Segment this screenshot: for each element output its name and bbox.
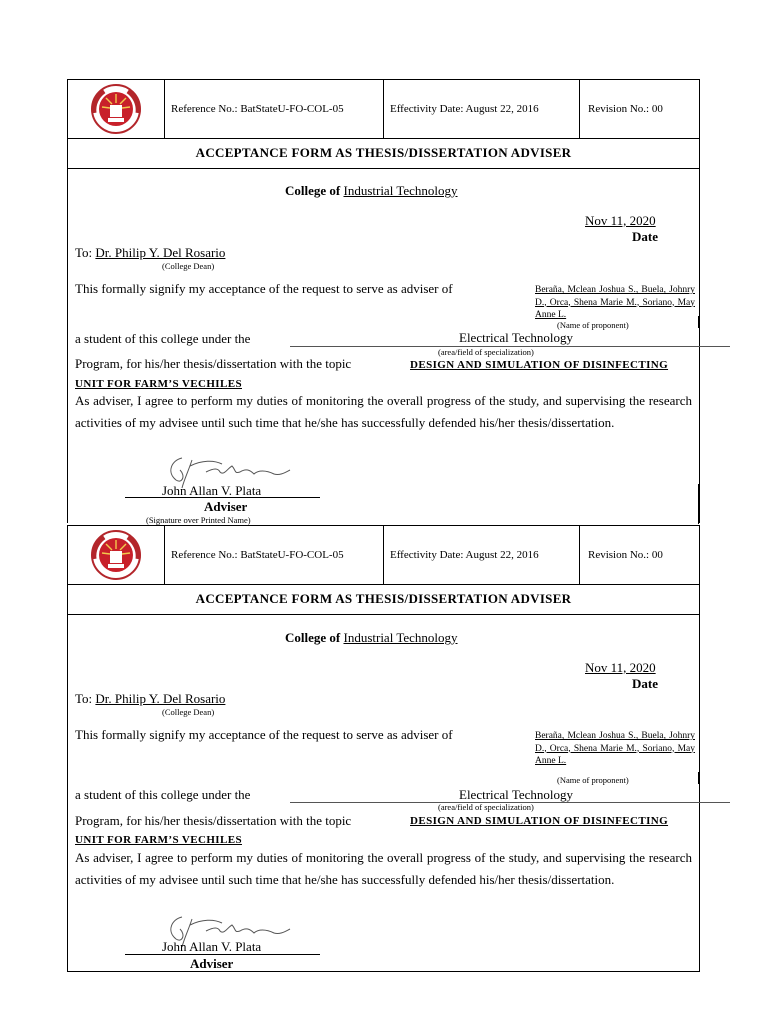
topic-line-2: UNIT FOR FARM’S VECHILES (75, 378, 242, 390)
signature-line (125, 954, 320, 955)
field-value: Electrical Technology (459, 787, 573, 802)
adviser-label: Adviser (204, 499, 248, 514)
field-value: Electrical Technology (459, 330, 573, 345)
college-line (285, 183, 458, 199)
topic-line-2: UNIT FOR FARM’S VECHILES (75, 834, 242, 846)
to-prefix: To: (75, 245, 96, 260)
effectivity-date: Effectivity Date: August 22, 2016 (384, 80, 580, 138)
program-text: Program, for his/her thesis/dissertation with the topic (75, 813, 352, 828)
college-prefix: College of (285, 183, 344, 198)
acceptance-text: This formally signify my acceptance of the request to serve as adviser of (75, 727, 453, 742)
proponent-caption: (Name of proponent) (557, 320, 629, 330)
college-name: Industrial Technology (343, 183, 458, 198)
form-title: ACCEPTANCE FORM AS THESIS/DISSERTATION ADVISER (68, 138, 699, 169)
dean-caption: (College Dean) (162, 261, 215, 271)
adviser-name: John Allan V. Plata (162, 483, 262, 498)
date-value: Nov 11, 2020 (585, 660, 656, 675)
acceptance-form-2 (67, 525, 700, 972)
field-caption: (area/field of specialization) (438, 802, 534, 812)
duty-paragraph: As adviser, I agree to perform my duties of monitoring the overall progress of the study, and supervising the research activities of my advisee until such time that he/she has successfully defended his/her thesis/dissertation. (75, 850, 692, 887)
margin-marker (698, 316, 699, 328)
signature-caption: (Signature over Printed Name) (146, 515, 251, 525)
topic-line-1: DESIGN AND SIMULATION OF DISINFECTING (410, 815, 669, 827)
dean-caption: (College Dean) (162, 707, 215, 717)
university-logo-cell (68, 80, 165, 138)
duty-paragraph: As adviser, I agree to perform my duties of monitoring the overall progress of the study, and supervising the research activities of my advisee until such time that he/she has successfully defended his/her thesis/dissertation. (75, 393, 692, 430)
program-text: Program, for his/her thesis/dissertation with the topic (75, 356, 352, 371)
proponent-caption: (Name of proponent) (557, 775, 629, 785)
form-header (68, 80, 699, 139)
to-line (75, 691, 225, 707)
date-value: Nov 11, 2020 (585, 213, 656, 228)
university-logo-cell (68, 526, 165, 584)
margin-marker (698, 772, 699, 784)
revision-number: Revision No.: 00 (588, 549, 663, 561)
right-margin-bar (698, 484, 699, 524)
university-seal-icon (84, 529, 148, 581)
university-seal-icon (84, 83, 148, 135)
revision-number: Revision No.: 00 (588, 103, 663, 115)
student-text: a student of this college under the (75, 331, 251, 346)
signature-line (125, 497, 320, 498)
dean-name: Dr. Philip Y. Del Rosario (95, 245, 226, 260)
college-prefix: College of (285, 630, 344, 645)
program-line (75, 813, 351, 829)
reference-number: Reference No.: BatStateU-FO-COL-05 (164, 80, 384, 138)
to-line (75, 245, 225, 261)
college-line (285, 630, 458, 646)
to-prefix: To: (75, 691, 96, 706)
reference-number: Reference No.: BatStateU-FO-COL-05 (164, 526, 384, 584)
dean-name: Dr. Philip Y. Del Rosario (95, 691, 226, 706)
topic-line-1: DESIGN AND SIMULATION OF DISINFECTING (410, 359, 669, 371)
adviser-label: Adviser (190, 956, 234, 971)
student-text: a student of this college under the (75, 787, 251, 802)
effectivity-date: Effectivity Date: August 22, 2016 (384, 526, 580, 584)
program-line (75, 356, 351, 372)
form-header (68, 526, 699, 585)
proponent-names: Beraña, Mclean Joshua S., Buela, Johnry D., Orca, Shena Marie M., Soriano, May Anne L. (535, 731, 695, 766)
form-title: ACCEPTANCE FORM AS THESIS/DISSERTATION ADVISER (68, 584, 699, 615)
proponent-names: Beraña, Mclean Joshua S., Buela, Johnry D., Orca, Shena Marie M., Soriano, May Anne L. (535, 285, 695, 320)
adviser-name: John Allan V. Plata (162, 939, 262, 954)
date-label: Date (632, 229, 658, 244)
acceptance-form-1 (67, 79, 700, 523)
date-label: Date (632, 676, 658, 691)
acceptance-text: This formally signify my acceptance of the request to serve as adviser of (75, 281, 453, 296)
college-name: Industrial Technology (343, 630, 458, 645)
field-caption: (area/field of specialization) (438, 347, 534, 357)
